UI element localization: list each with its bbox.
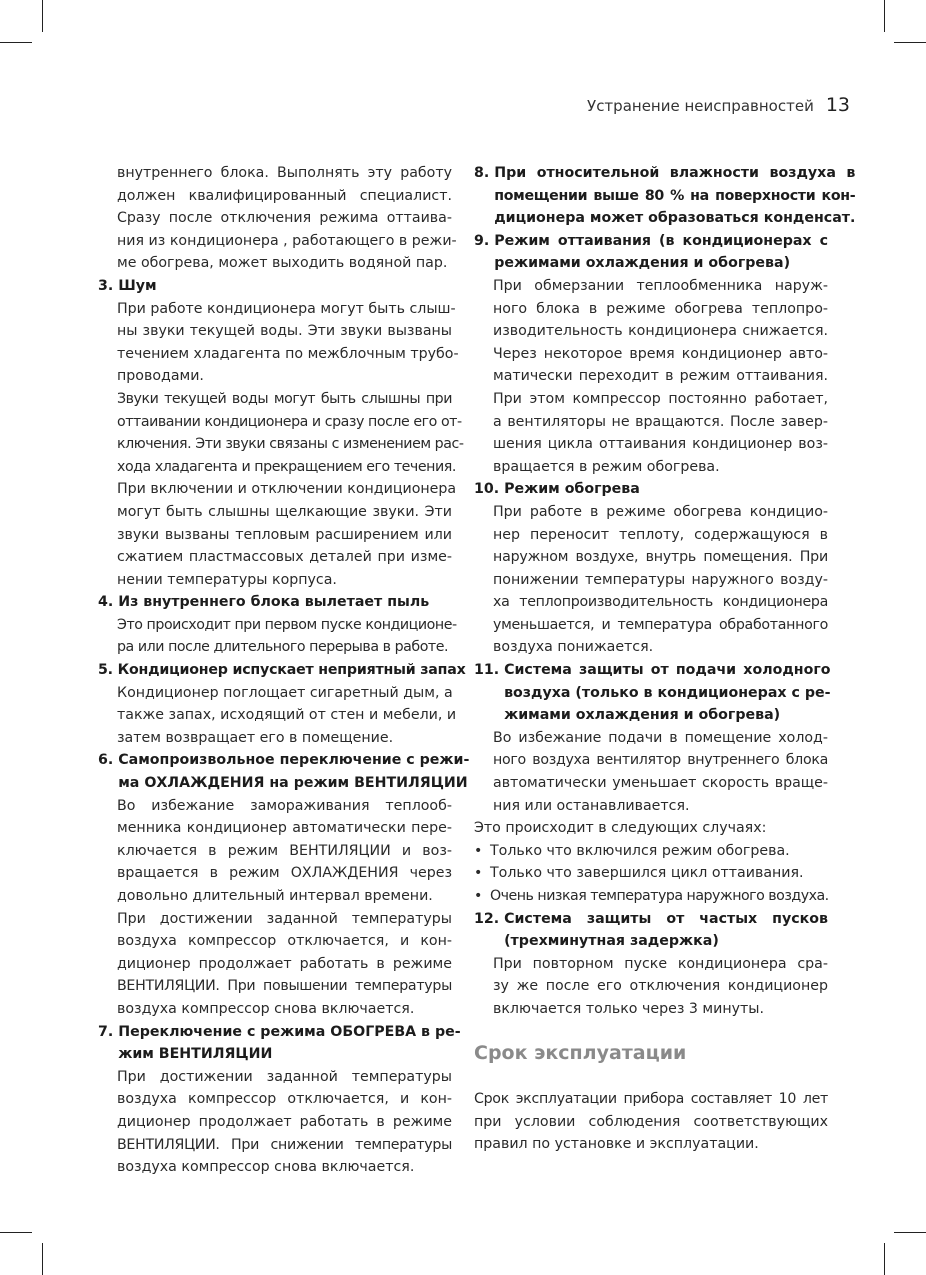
text-line: ного воздуха вентилятор внутреннего блока — [493, 752, 828, 769]
section-11-paragraph — [474, 727, 828, 817]
heading-line: Режим оттаивания (в кондиционерах с — [494, 232, 828, 249]
crop-mark — [0, 42, 32, 43]
text-line: менника кондиционер автоматически пере- — [117, 820, 452, 837]
text-line: При включении и отключении кондиционера — [117, 481, 457, 498]
text-line: ВЕНТИЛЯЦИИ. При повышении температуры — [117, 978, 452, 995]
heading-line: Система защиты от частых пусков — [504, 910, 828, 927]
text-line: автоматически уменьшает скорость враще- — [493, 775, 828, 792]
text-line: ключается в режим ВЕНТИЛЯЦИИ и воз- — [117, 842, 452, 859]
list-item-text: Только что включился режим обогрева. — [490, 842, 790, 859]
section-3-paragraph-1 — [98, 298, 459, 388]
list-item — [474, 840, 828, 863]
service-life-paragraph — [474, 1088, 828, 1156]
section-7-paragraph — [98, 1066, 452, 1179]
heading-line: режимами охлаждения и обогрева) — [494, 255, 791, 272]
section-heading-5: 5. Кондиционер испускает неприятный запах — [98, 662, 466, 679]
text-line: При достижении заданной температуры — [117, 1068, 452, 1085]
bullet-icon: • — [474, 865, 483, 882]
right-column — [474, 162, 856, 1156]
heading-line: Самопроизвольное переключение с режи- — [118, 752, 470, 769]
text-line: довольно длительный интервал времени. — [117, 888, 433, 904]
text-line: ключения. Эти звуки связаны с изменением рас- — [117, 436, 464, 453]
text-line: проводами. — [117, 368, 204, 385]
section-heading-9 — [474, 230, 828, 275]
heading-line: диционера может образоваться конденсат. — [494, 210, 856, 227]
text-line: Во избежание замораживания теплооб- — [117, 797, 452, 814]
text-line: ха теплопроизводительность кондиционера — [493, 594, 828, 611]
text-line: оттаивании кондиционера и сразу после его от- — [117, 413, 462, 430]
text-line: понижении температуры наружного возду- — [493, 571, 828, 588]
section-6-paragraph-1 — [98, 795, 452, 908]
text-line: вращается в режим обогрева. — [493, 458, 720, 475]
text-line: воздуха компрессор снова включается. — [117, 1000, 415, 1017]
heading-line: При относительной влажности воздуха в — [494, 165, 856, 181]
page-header — [587, 94, 850, 116]
heading-line: Переключение с режима ОБОГРЕВА в ре- — [118, 1023, 461, 1040]
section-6-paragraph-2 — [98, 908, 452, 1021]
text-line: ме обогрева, может выходить водяной пар. — [117, 255, 448, 272]
section-title-service-life: Срок эксплуатации — [474, 1041, 687, 1064]
text-line: зу же после его отключения кондиционер — [493, 978, 828, 995]
section-heading-7 — [98, 1021, 461, 1066]
text-line: ВЕНТИЛЯЦИИ. При снижении температуры — [117, 1136, 452, 1153]
text-line: Это происходит при первом пуске кондиционе- — [117, 616, 457, 633]
crop-mark — [894, 42, 926, 43]
crop-mark — [0, 1232, 32, 1233]
text-line: Через некоторое время кондиционер авто- — [493, 345, 828, 362]
text-line: ного блока в режиме обогрева теплопро- — [493, 300, 828, 317]
section-5-paragraph — [98, 682, 457, 750]
left-column — [98, 162, 470, 1179]
heading-line: (трехминутная задержка) — [504, 933, 719, 950]
heading-line: ма ОХЛАЖДЕНИЯ на режим ВЕНТИЛЯЦИИ — [118, 775, 468, 792]
section-10-paragraph — [474, 501, 828, 659]
text-line: правил по установке и эксплуатации. — [474, 1136, 759, 1153]
heading-line: помещении выше 80 % на поверхности кон- — [494, 187, 856, 204]
text-line: могут быть слышны щелкающие звуки. Эти — [117, 503, 452, 520]
text-line: вращается в режим ОХЛАЖДЕНИЯ через — [117, 865, 452, 882]
section-heading-11 — [474, 659, 831, 727]
text-line: ния или останавливается. — [493, 797, 690, 814]
text-line: При достижении заданной температуры — [117, 910, 452, 927]
section-heading-12 — [474, 908, 828, 953]
section-12-paragraph — [474, 953, 828, 1021]
text-line: Срок эксплуатации прибора составляет 10 лет — [474, 1091, 828, 1108]
crop-mark — [42, 0, 43, 32]
section-number: 11. — [474, 662, 505, 679]
text-line: затем возвращает его в помещение. — [117, 729, 394, 746]
section-number: 6. — [98, 752, 119, 769]
text-line: шения цикла оттаивания кондиционер воз- — [493, 436, 828, 453]
text-line: звуки вызваны тепловым расширением или — [117, 526, 452, 543]
list-item-text: Только что завершился цикл оттаивания. — [490, 865, 804, 882]
text-line: изводительность кондиционера снижается. — [493, 323, 828, 340]
text-line: ра или после длительного перерыва в работе. — [117, 639, 449, 656]
text-line: включается только через 3 минуты. — [493, 1000, 764, 1017]
text-line: диционер продолжает работать в режиме — [117, 955, 452, 972]
text-line: при условии соблюдения соответствующих — [474, 1113, 828, 1130]
text-line: воздуха компрессор отключается, и кон- — [117, 1091, 452, 1108]
text-line: Кондиционер поглощает сигаретный дым, а — [117, 684, 453, 701]
text-line: ния из кондиционера , работающего в режи- — [117, 232, 457, 249]
text-line: При работе в режиме обогрева кондицио- — [493, 503, 828, 520]
text-line: Сразу после отключения режима оттаива- — [117, 210, 452, 227]
text-line: воздуха компрессор снова включается. — [117, 1159, 415, 1176]
section-3-paragraph-2 — [98, 388, 464, 478]
text-line: ны звуки текущей воды. Эти звуки вызваны — [117, 323, 452, 340]
section-heading-6 — [98, 749, 470, 794]
section-9-paragraph — [474, 275, 828, 478]
section-3-paragraph-3 — [98, 478, 457, 591]
list-item — [474, 862, 828, 885]
heading-line: жимами охлаждения и обогрева) — [504, 707, 781, 724]
text-line: хода хладагента и прекращением его течения. — [117, 458, 456, 475]
section-number: 12. — [474, 910, 505, 927]
section-heading-8 — [474, 162, 856, 230]
heading-line: жим ВЕНТИЛЯЦИИ — [118, 1046, 273, 1063]
text-line: матически переходит в режим оттаивания. — [493, 368, 828, 385]
text-line: При этом компрессор постоянно работает, — [493, 390, 828, 407]
text-line: нер переносит теплоту, содержащуюся в — [493, 526, 828, 543]
crop-mark — [42, 1243, 43, 1275]
text-line: а вентиляторы не вращаются. После завер- — [493, 413, 828, 430]
text-line: Во избежание подачи в помещение холод- — [493, 729, 828, 746]
text-line: внутреннего блока. Выполнять эту работу — [117, 165, 452, 181]
intro-paragraph — [98, 162, 457, 275]
cases-intro: Это происходит в следующих случаях: — [474, 820, 767, 837]
header-title: Устранение неисправностей — [587, 97, 814, 115]
list-item-text: Очень низкая температура наружного воздуха. — [490, 888, 829, 904]
text-line: воздуха компрессор отключается, и кон- — [117, 933, 452, 950]
text-line: сжатием пластмассовых деталей при изме- — [117, 549, 452, 566]
crop-mark — [884, 1243, 885, 1275]
bullet-icon: • — [474, 842, 483, 859]
bullet-icon: • — [474, 888, 483, 904]
crop-mark — [884, 0, 885, 32]
text-line: нении температуры корпуса. — [117, 571, 337, 588]
heading-line: воздуха (только в кондиционерах с ре- — [504, 684, 831, 701]
page-number: 13 — [825, 94, 850, 116]
section-number: 9. — [474, 232, 495, 249]
heading-line: Система защиты от подачи холодного — [504, 662, 831, 679]
text-line: При обмерзании теплообменника наруж- — [493, 277, 828, 294]
list-item — [474, 885, 828, 908]
text-line: При работе кондиционера могут быть слыш- — [117, 300, 456, 317]
section-number: 8. — [474, 165, 495, 181]
section-heading-4: 4. Из внутреннего блока вылетает пыль — [98, 594, 430, 611]
section-heading-3: 3. Шум — [98, 277, 157, 294]
crop-mark — [894, 1232, 926, 1233]
text-line: Звуки текущей воды могут быть слышны при — [117, 390, 452, 407]
text-line: воздуха понижается. — [493, 639, 654, 656]
section-4-paragraph — [98, 614, 457, 659]
section-number: 7. — [98, 1023, 119, 1040]
text-line: течением хладагента по межблочным трубо- — [117, 345, 459, 362]
text-line: также запах, исходящий от стен и мебели, и — [117, 707, 457, 724]
section-heading-10: 10. Режим обогрева — [474, 481, 640, 498]
text-line: должен квалифицированный специалист. — [117, 187, 452, 204]
text-line: уменьшается, и температура обработанного — [493, 616, 828, 633]
text-line: диционер продолжает работать в режиме — [117, 1113, 452, 1130]
text-line: наружном воздухе, внутрь помещения. При — [493, 549, 828, 566]
text-line: При повторном пуске кондиционера сра- — [493, 955, 828, 972]
